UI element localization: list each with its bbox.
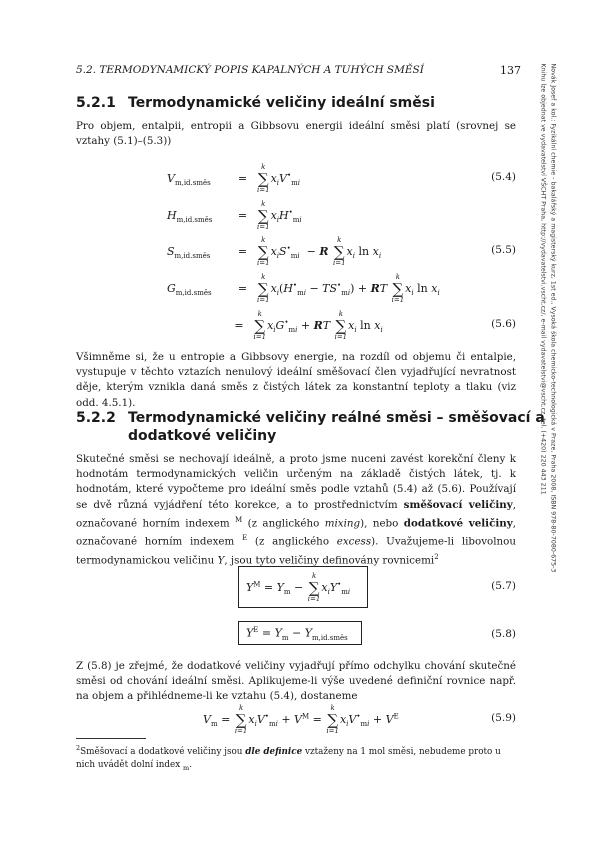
footnote-reference: 2 [434, 553, 439, 562]
eq-label-5-6: (5.6) [491, 318, 516, 330]
eq-label-5-5: (5.5) [491, 244, 516, 256]
intro-text: Pro objem, entalpii, entropii a Gibbsovu energii ideální směsi platí (srovnej se vztahy (5.1)–(5.3)) [76, 120, 516, 148]
side-note-line1: Novák Josef a kol.: Fyzikální chemie - bakalářský a magisterský kurz, 1st ed., Vysoká škola chemicko-technologická v Praze, Praha 2008, ISBN 978-80-7080-675-3 [549, 63, 557, 573]
mixing-excess-paragraph: Skutečné směsi se nechovají ideálně, a proto jsme nuceni zavést korekční členy k hodnotám termodynamických veličin určeným na základě čistých látek, tj. k hodnotám, které vypočteme pro ideální směs podle vztahů (5.4) až (5.6). Používají se dvě různá vyjádření této korekce, a to prostřednictvím směšovací veličiny, označované horním indexem $^M$ (z anglického mixing), nebo dodatkové veličiny, označované horním indexem $^E$ (z anglického excess). Uvažujeme-li libovolnou termodynamickou veličinu Y, jsou tyto veličiny definovány rovnicemi$^2$ [76, 453, 517, 567]
footnote-rule [76, 738, 146, 739]
equation-5-6: = k ∑ i=1 $x_iG^•_{mi}$ + RT k ∑ i=1 $x_i$ $\ln x_i$ [234, 310, 383, 341]
intro-paragraph [76, 119, 516, 149]
page-number: 137 [500, 64, 521, 77]
section-heading-5-2-2 [76, 410, 545, 426]
term-mixing: směšovací veličiny [403, 498, 513, 511]
equation-5-7: $Y^M = Y_m$ − k ∑ i=1 $x_iY^•_{mi}$ [246, 572, 351, 603]
section-heading-5-2-1 [76, 95, 435, 111]
footnote: $^2$Směšovací a dodatkové veličiny jsou dle definice vztaženy na 1 mol směsi, nebudeme proto u nich uvádět dolní index $_m$. [76, 744, 501, 772]
eq-label-5-4: (5.4) [491, 171, 516, 183]
equation-gibbs: $G_{m,id.směs}$ = k ∑ i=1 $x_i(H^•_{mi} - TS^•_{mi})$ + RT k ∑ i=1 $x_i$ $\ln x_i$ [167, 273, 440, 304]
running-title: 5.2. TERMODYNAMICKÝ POPIS KAPALNÝCH A TUHÝCH SMĚSÍ [76, 64, 424, 76]
section-number: 5.2.2 [76, 410, 116, 426]
equation-5-5: $S_{m,id.směs}$ = k ∑ i=1 $x_iS^•_{mi} - R$ k ∑ i=1 $x_i$ $\ln x_i$ [167, 236, 382, 267]
equation-enthalpy: $H_{m,id.směs}$ = k ∑ i=1 $x_iH^•_{mi}$ [167, 200, 302, 231]
eq-label-5-8: (5.8) [491, 628, 516, 640]
side-note-line2: Knihu lze objednat ve vydavatelství VŠCHT Praha, http://vydavatelstvi.vscht.cz/, e-mail vydavatelstvi@vscht.cz, tel. (+420) 220 443 211 [540, 63, 547, 495]
remark-text: Všimněme si, že u entropie a Gibbsovy energie, na rozdíl od objemu či entalpie, vystupuje v těchto vztazích nenulový ideální směšovací člen vyjadřující nevratnost děje, kterým vznikla daná směs z čistých látek za konstantní teploty a tlaku (viz odd. 4.5.1). [76, 351, 516, 409]
equation-5-8: $Y^E = Y_m - Y_{m,id.směs}$ [246, 626, 348, 642]
equation-5-9: $V_m$ = k ∑ i=1 $x_iV^•_{mi} + V^M$ = k ∑ i=1 $x_iV^•_{mi} + V^E$ [203, 704, 399, 735]
section-number: 5.2.1 [76, 95, 116, 111]
eq-label-5-7: (5.7) [491, 580, 516, 592]
equation-5-4: $V_{m,id.směs}$ = k ∑ i=1 $x_iV^•_{mi}$ [167, 163, 301, 194]
after-definition-text: Z (5.8) je zřejmé, že dodatkové veličiny vyjadřují přímo odchylku chování skutečné směsi od chování ideální směsi. Aplikujeme-li výše uvedené definiční rovnice např. na objem a přihlédneme-li ke vztahu (5.4), dostaneme [76, 660, 516, 703]
section-title-line2: dodatkové veličiny [128, 428, 277, 444]
remark-paragraph [76, 350, 516, 411]
eq-label-5-9: (5.9) [491, 712, 516, 724]
term-excess: dodatkové veličiny [403, 517, 513, 530]
after-definition-paragraph [76, 659, 516, 705]
section-title: Termodynamické veličiny ideální směsi [128, 95, 435, 111]
section-title-line1: Termodynamické veličiny reálné směsi – směšovací a [128, 410, 545, 426]
